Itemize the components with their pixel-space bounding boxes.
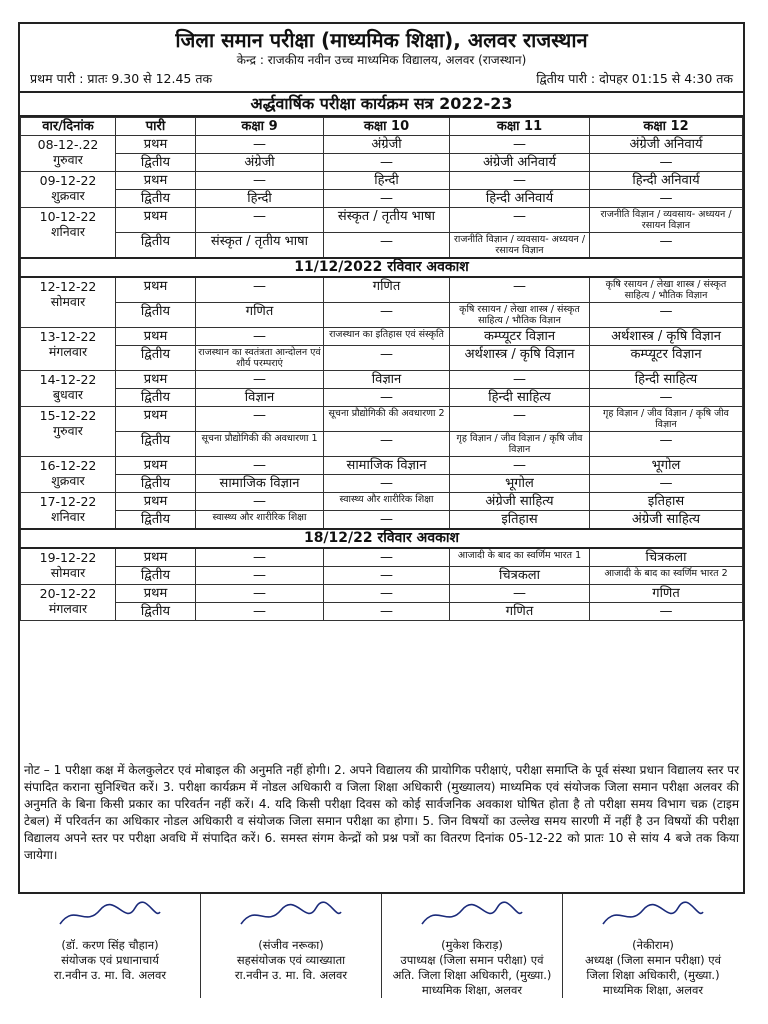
signatory-org: माध्यमिक शिक्षा, अलवर — [421, 983, 523, 997]
subject-cell: हिन्दी अनिवार्य — [450, 190, 590, 208]
exam-date: 13-12-22 — [39, 329, 97, 344]
signature — [381, 894, 562, 998]
signature-mark — [382, 894, 562, 938]
exam-weekday: शुक्रवार — [51, 188, 85, 203]
date-cell — [21, 493, 116, 530]
subject-cell: आजादी के बाद का स्वर्णिम भारत 1 — [450, 548, 590, 567]
signatory-role: उपाध्यक्ष (जिला समान परीक्षा) एवं — [400, 953, 544, 967]
table-row — [21, 328, 743, 346]
table-row — [21, 511, 743, 530]
shift-cell: प्रथम — [116, 457, 196, 475]
subject-cell: गणित — [196, 303, 324, 328]
subject-cell: — — [590, 154, 743, 172]
date-cell — [21, 328, 116, 371]
subject-cell: — — [196, 567, 324, 585]
shift-cell: प्रथम — [116, 328, 196, 346]
date-cell — [21, 208, 116, 259]
table-row — [21, 277, 743, 303]
subject-cell: — — [324, 233, 450, 259]
holiday-label: 11/12/2022 रविवार अवकाश — [21, 258, 743, 277]
exam-weekday: शुक्रवार — [51, 473, 85, 488]
subject-cell: कृषि रसायन / लेखा शास्त्र / संस्कृत साहित्य / भौतिक विज्ञान — [590, 277, 743, 303]
subject-cell: — — [324, 603, 450, 621]
signature-block — [20, 894, 743, 998]
subject-cell: — — [324, 567, 450, 585]
exam-date: 14-12-22 — [39, 372, 97, 387]
subject-cell: — — [450, 371, 590, 389]
exam-schedule-table — [20, 117, 743, 621]
shift-cell: द्वितीय — [116, 567, 196, 585]
subject-cell: — — [590, 603, 743, 621]
subject-cell: — — [590, 475, 743, 493]
subject-cell: — — [196, 548, 324, 567]
subject-cell: गृह विज्ञान / जीव विज्ञान / कृषि जीव विज्ञान — [590, 407, 743, 432]
table-row — [21, 190, 743, 208]
table-row — [21, 603, 743, 621]
exam-weekday: सोमवार — [50, 294, 86, 309]
subject-cell: — — [590, 233, 743, 259]
subject-cell: — — [324, 190, 450, 208]
exam-weekday: गुरुवार — [53, 152, 83, 167]
exam-date: 08-12-.22 — [37, 137, 99, 152]
subject-cell: सामाजिक विज्ञान — [324, 457, 450, 475]
shift-cell: प्रथम — [116, 371, 196, 389]
table-row — [21, 389, 743, 407]
col-header: कक्षा 11 — [450, 118, 590, 136]
subject-cell: संस्कृत / तृतीय भाषा — [196, 233, 324, 259]
shift-1: प्रथम पारी : प्रातः 9.30 से 12.45 तक — [30, 71, 213, 86]
subject-cell: — — [196, 371, 324, 389]
shift-cell: प्रथम — [116, 585, 196, 603]
date-cell — [21, 407, 116, 457]
shift-cell: प्रथम — [116, 548, 196, 567]
subject-cell: गणित — [324, 277, 450, 303]
signatory-org: अति. जिला शिक्षा अधिकारी, (मुख्या.) — [392, 968, 552, 982]
notes-paragraph: नोट – 1 परीक्षा कक्ष में केलकुलेटर एवं मोबाइल की अनुमति नहीं होगी। 2. अपने विद्यालय की प्रायोगिक परीक्षाएं, परीक्षा समाप्ति के पूर्व संस्था प्रधान विद्यालय स्तर पर संपादित कराना सुनिश्चित करें। 3. परीक्षा कार्यक्रम में नोडल अधिकारी व जिला शिक्षा अधिकारी (मुख्यालय) माध्यमिक एवं संयोजक जिला समान परीक्षा अलवर की अनुमति के बिना किसी प्रकार का परिवर्तन नहीं करें। 4. यदि किसी परीक्षा दिवस को कोई सार्वजनिक अवकाश घोषित होता है तो परीक्षा समय विभाग चक्र (टाइम टेबल) में परिवर्तन का अधिकार नोडल अधिकारी व संयोजक जिला समान परीक्षा का होगा। 5. जिन विषयों का उल्लेख समय सारणी में नहीं है उन विषयों की परीक्षा विद्यालय अपने स्तर पर परीक्षा अवधि में संपादित करें। 6. समस्त संगम केन्द्रों को प्रश्न पत्रों का वितरण दिनांक 05-12-22 को प्रातः 10 से सांय 4 बजे तक किया जायेगा। — [24, 763, 739, 862]
shift-cell: प्रथम — [116, 136, 196, 154]
table-row — [21, 407, 743, 432]
subject-cell: स्वास्थ्य और शारीरिक शिक्षा — [324, 493, 450, 511]
signature-mark — [201, 894, 381, 938]
exam-weekday: मंगलवार — [48, 601, 88, 616]
subject-cell: हिन्दी — [196, 190, 324, 208]
subject-cell: — — [450, 172, 590, 190]
center-line: केन्द्र : राजकीय नवीन उच्च माध्यमिक विद्यालय, अलवर (राजस्थान) — [236, 53, 527, 67]
date-cell — [21, 548, 116, 585]
subject-cell: अंग्रेजी — [324, 136, 450, 154]
subject-cell: राजनीति विज्ञान / व्यवसाय- अध्ययन / रसायन विज्ञान — [590, 208, 743, 233]
subject-cell: चित्रकला — [590, 548, 743, 567]
subject-cell: आजादी के बाद का स्वर्णिम भारत 2 — [590, 567, 743, 585]
shift-cell: द्वितीय — [116, 389, 196, 407]
shift-cell: प्रथम — [116, 208, 196, 233]
signature — [20, 894, 200, 998]
subject-cell: सूचना प्रौद्योगिकी की अवधारणा 2 — [324, 407, 450, 432]
exam-weekday: सोमवार — [50, 565, 86, 580]
shift-cell: द्वितीय — [116, 475, 196, 493]
table-row — [21, 371, 743, 389]
subject-cell: कम्प्यूटर विज्ञान — [450, 328, 590, 346]
subject-cell: कृषि रसायन / लेखा शास्त्र / संस्कृत साहित्य / भौतिक विज्ञान — [450, 303, 590, 328]
shift-cell: द्वितीय — [116, 233, 196, 259]
col-header: कक्षा 12 — [590, 118, 743, 136]
signatory-role: सहसंयोजक एवं व्याख्याता — [236, 953, 346, 967]
subject-cell: — — [450, 277, 590, 303]
exam-date: 10-12-22 — [39, 209, 97, 224]
shift-cell: द्वितीय — [116, 346, 196, 371]
subject-cell: विज्ञान — [324, 371, 450, 389]
subject-cell: सूचना प्रौद्योगिकी की अवधारणा 1 — [196, 432, 324, 457]
subject-cell: राजनीति विज्ञान / व्यवसाय- अध्ययन / रसायन विज्ञान — [450, 233, 590, 259]
signature — [200, 894, 381, 998]
document-title: जिला समान परीक्षा (माध्यमिक शिक्षा), अलवर राजस्थान — [175, 28, 588, 52]
table-row — [21, 432, 743, 457]
subject-cell: — — [196, 585, 324, 603]
date-cell — [21, 585, 116, 621]
subject-cell: हिन्दी — [324, 172, 450, 190]
subject-cell: — — [324, 511, 450, 530]
col-header: कक्षा 9 — [196, 118, 324, 136]
exam-date: 16-12-22 — [39, 458, 97, 473]
subject-cell: — — [196, 136, 324, 154]
subject-cell: — — [196, 208, 324, 233]
subject-cell: — — [450, 457, 590, 475]
subject-cell: अंग्रेजी साहित्य — [590, 511, 743, 530]
signatory-role: संयोजक एवं प्रधानाचार्य — [61, 953, 159, 967]
subject-cell: — — [196, 493, 324, 511]
exam-weekday: मंगलवार — [48, 344, 88, 359]
col-header: कक्षा 10 — [324, 118, 450, 136]
subject-cell: इतिहास — [590, 493, 743, 511]
col-header: पारी — [116, 118, 196, 136]
table-row — [21, 567, 743, 585]
subject-cell: — — [450, 407, 590, 432]
signatory-name: (नेकीराम) — [632, 938, 674, 952]
subject-cell: — — [590, 190, 743, 208]
table-row — [21, 346, 743, 371]
table-row — [21, 233, 743, 259]
date-cell — [21, 136, 116, 172]
table-row — [21, 548, 743, 567]
exam-date: 12-12-22 — [39, 279, 97, 294]
subject-cell: — — [196, 172, 324, 190]
exam-weekday: शनिवार — [51, 509, 85, 524]
date-cell — [21, 371, 116, 407]
shift-cell: द्वितीय — [116, 432, 196, 457]
subject-cell: अर्थशास्त्र / कृषि विज्ञान — [590, 328, 743, 346]
subject-cell: अंग्रेजी अनिवार्य — [590, 136, 743, 154]
signatory-name: (संजीव नरूका) — [258, 938, 324, 952]
table-row — [21, 136, 743, 154]
subject-cell: — — [324, 346, 450, 371]
subject-cell: भूगोल — [590, 457, 743, 475]
holiday-row — [21, 258, 743, 277]
subject-cell: हिन्दी अनिवार्य — [590, 172, 743, 190]
subject-cell: गृह विज्ञान / जीव विज्ञान / कृषि जीव विज्ञान — [450, 432, 590, 457]
signatory-org: रा.नवीन उ. मा. वि. अलवर — [234, 968, 348, 982]
subject-cell: — — [450, 208, 590, 233]
shift-cell: प्रथम — [116, 172, 196, 190]
subject-cell: — — [196, 457, 324, 475]
table-row — [21, 303, 743, 328]
subject-cell: हिन्दी साहित्य — [450, 389, 590, 407]
signatory-org: माध्यमिक शिक्षा, अलवर — [602, 983, 704, 997]
subject-cell: — — [324, 548, 450, 567]
table-row — [21, 154, 743, 172]
shift-cell: द्वितीय — [116, 603, 196, 621]
subject-cell: गणित — [590, 585, 743, 603]
subject-cell: — — [324, 154, 450, 172]
table-row — [21, 585, 743, 603]
table-row — [21, 493, 743, 511]
exam-weekday: गुरुवार — [53, 423, 83, 438]
program-title: अर्द्धवार्षिक परीक्षा कार्यक्रम सत्र 2022-23 — [20, 93, 743, 117]
signatory-org: जिला शिक्षा अधिकारी, (मुख्या.) — [586, 968, 720, 982]
table-row — [21, 457, 743, 475]
shift-cell: द्वितीय — [116, 511, 196, 530]
subject-cell: — — [324, 475, 450, 493]
exam-date: 17-12-22 — [39, 494, 97, 509]
signature-mark — [563, 894, 743, 938]
shift-cell: द्वितीय — [116, 154, 196, 172]
exam-date: 19-12-22 — [39, 550, 97, 565]
date-cell — [21, 277, 116, 328]
subject-cell: सामाजिक विज्ञान — [196, 475, 324, 493]
subject-cell: स्वास्थ्य और शारीरिक शिक्षा — [196, 511, 324, 530]
holiday-label: 18/12/22 रविवार अवकाश — [21, 529, 743, 548]
signatory-name: (डॉ. करण सिंह चौहान) — [61, 938, 159, 952]
signatory-role: अध्यक्ष (जिला समान परीक्षा) एवं — [584, 953, 722, 967]
subject-cell: — — [590, 303, 743, 328]
subject-cell: विज्ञान — [196, 389, 324, 407]
date-cell — [21, 457, 116, 493]
signature — [562, 894, 743, 998]
exam-weekday: बुधवार — [52, 387, 84, 402]
exam-weekday: शनिवार — [51, 224, 85, 239]
shift-timings — [20, 68, 743, 93]
shift-cell: द्वितीय — [116, 303, 196, 328]
shift-cell: प्रथम — [116, 493, 196, 511]
subject-cell: — — [196, 407, 324, 432]
table-row — [21, 475, 743, 493]
subject-cell: अंग्रेजी साहित्य — [450, 493, 590, 511]
subject-cell: हिन्दी साहित्य — [590, 371, 743, 389]
shift-cell: द्वितीय — [116, 190, 196, 208]
subject-cell: संस्कृत / तृतीय भाषा — [324, 208, 450, 233]
signatory-org: रा.नवीन उ. मा. वि. अलवर — [53, 968, 167, 982]
signature-mark — [20, 894, 200, 938]
subject-cell: चित्रकला — [450, 567, 590, 585]
subject-cell: — — [450, 136, 590, 154]
subject-cell: कम्प्यूटर विज्ञान — [590, 346, 743, 371]
table-row — [21, 172, 743, 190]
shift-2: द्वितीय पारी : दोपहर 01:15 से 4:30 तक — [536, 71, 733, 86]
subject-cell: — — [324, 585, 450, 603]
subject-cell: राजस्थान का इतिहास एवं संस्कृति — [324, 328, 450, 346]
exam-date: 09-12-22 — [39, 173, 97, 188]
subject-cell: — — [196, 277, 324, 303]
subject-cell: — — [324, 389, 450, 407]
exam-date: 15-12-22 — [39, 408, 97, 423]
shift-cell: प्रथम — [116, 277, 196, 303]
subject-cell: गणित — [450, 603, 590, 621]
subject-cell: राजस्थान का स्वतंत्रता आन्दोलन एवं शौर्य परम्पराएं — [196, 346, 324, 371]
exam-date: 20-12-22 — [39, 586, 97, 601]
table-row — [21, 208, 743, 233]
subject-cell: — — [196, 328, 324, 346]
subject-cell: अर्थशास्त्र / कृषि विज्ञान — [450, 346, 590, 371]
subject-cell: अंग्रेजी — [196, 154, 324, 172]
signatory-name: (मुकेश किराड़) — [441, 938, 503, 952]
shift-cell: प्रथम — [116, 407, 196, 432]
holiday-row — [21, 529, 743, 548]
col-header: वार/दिनांक — [21, 118, 116, 136]
subject-cell: — — [590, 389, 743, 407]
subject-cell: अंग्रेजी अनिवार्य — [450, 154, 590, 172]
subject-cell: — — [450, 585, 590, 603]
subject-cell: भूगोल — [450, 475, 590, 493]
subject-cell: — — [324, 432, 450, 457]
subject-cell: इतिहास — [450, 511, 590, 530]
subject-cell: — — [196, 603, 324, 621]
date-cell — [21, 172, 116, 208]
subject-cell: — — [590, 432, 743, 457]
table-header-row — [21, 118, 743, 136]
subject-cell: — — [324, 303, 450, 328]
